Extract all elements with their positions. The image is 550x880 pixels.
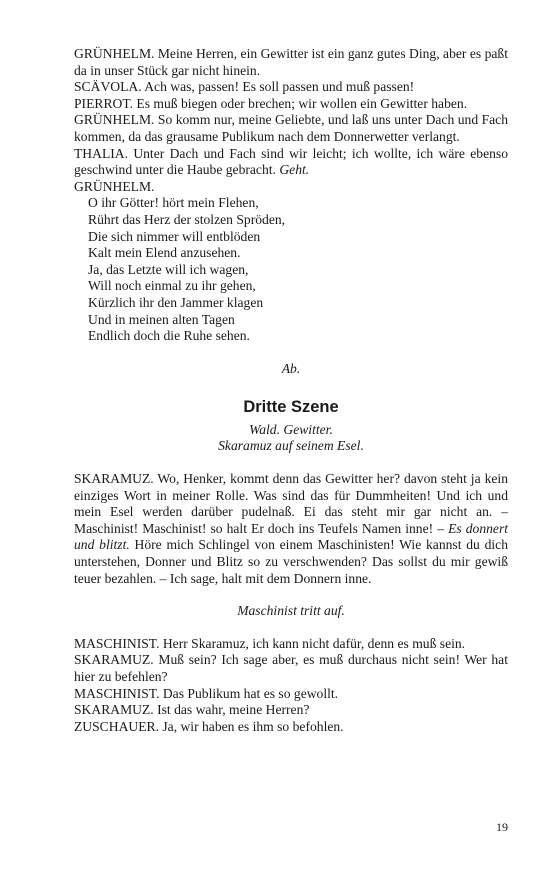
stage-direction-geht: Geht.: [279, 162, 310, 178]
verse-line: O ihr Götter! hört mein Flehen,: [88, 195, 259, 211]
dialogue-skaramuz-2: SKARAMUZ. Muß sein? Ich sage aber, es muß durchaus nicht sein! Wer hat hier zu befehlen?: [74, 652, 508, 684]
stage-direction-donnert: Es donnert und blitzt.: [74, 520, 509, 553]
dialogue-zuschauer: ZUSCHAUER. Ja, wir haben es ihm so befohlen.: [74, 718, 344, 734]
dialogue-maschinist-2: MASCHINIST. Das Publikum hat es so gewollt.: [74, 685, 339, 701]
page-body: [74, 46, 508, 735]
verse-block: [88, 195, 508, 344]
dialogue-thalia-text: THALIA. Unter Dach und Fach sind wir leicht; ich wollte, ich wäre ebenso geschwind unter die Haube gebracht.: [74, 145, 508, 178]
scene-setting-2: Skaramuz auf seinem Esel.: [218, 438, 364, 454]
dialogue-thalia: [74, 146, 508, 179]
dialogue-skaramuz-1b: Höre mich Schlingel von einem Maschinisten! Wie kannst du dich unterstehen, Donner und Blitz so zu verschwenden? Das sollst du mir gewiß teuer bezahlen. – Ich sage, halt mit dem Donnern inne.: [74, 537, 508, 586]
verse-line: Die sich nimmer will entblöden: [88, 228, 261, 244]
verse-line: Endlich doch die Ruhe sehen.: [88, 328, 250, 344]
verse-line: Und in meinen alten Tagen: [88, 311, 235, 327]
verse-line: Rührt das Herz der stolzen Spröden,: [88, 211, 286, 227]
dialogue-gruenhelm-1: GRÜNHELM. Meine Herren, ein Gewitter ist ein ganz gutes Ding, aber es paßt da in unser Stück gar nicht hinein.: [74, 46, 508, 78]
dialogue-gruenhelm-2: GRÜNHELM. So komm nur, meine Geliebte, und laß uns unter Dach und Fach kommen, da das grausame Publikum nach dem Donnerwetter verlangt.: [74, 112, 508, 144]
dialogue-maschinist-1: MASCHINIST. Herr Skaramuz, ich kann nicht dafür, denn es muß sein.: [74, 635, 466, 651]
stage-direction-maschinist: Maschinist tritt auf.: [237, 603, 345, 619]
stage-direction-ab: Ab.: [281, 360, 301, 376]
dialogue-scaevola: SCÄVOLA. Ach was, passen! Es soll passen und muß passen!: [74, 79, 415, 95]
scene-title: Dritte Szene: [243, 398, 339, 417]
dialogue-skaramuz-1a: SKARAMUZ. Wo, Henker, kommt denn das Gewitter her? davon steht ja kein einziges Wort in meiner Rolle. Was sind das für Dummheiten! Und ich und mein Esel werden darüber pudelnaß. Ei das steht mir gar nicht an. – Maschinist! Maschinist! so halt Er doch ins Teufels Namen inne! –: [74, 471, 508, 536]
dialogue-skaramuz-3: SKARAMUZ. Ist das wahr, meine Herren?: [74, 702, 310, 718]
page-number: 19: [496, 820, 508, 834]
dialogue-pierrot: PIERROT. Es muß biegen oder brechen; wir wollen ein Gewitter haben.: [74, 95, 468, 111]
scene-setting-1: Wald. Gewitter.: [249, 421, 333, 437]
verse-line: Will noch einmal zu ihr gehen,: [88, 278, 256, 294]
speaker-gruenhelm: GRÜNHELM.: [74, 178, 155, 194]
dialogue-skaramuz-1: [74, 471, 508, 587]
verse-line: Kürzlich ihr den Jammer klagen: [88, 294, 264, 310]
verse-line: Kalt mein Elend anzusehen.: [88, 245, 241, 261]
verse-line: Ja, das Letzte will ich wagen,: [88, 261, 249, 277]
